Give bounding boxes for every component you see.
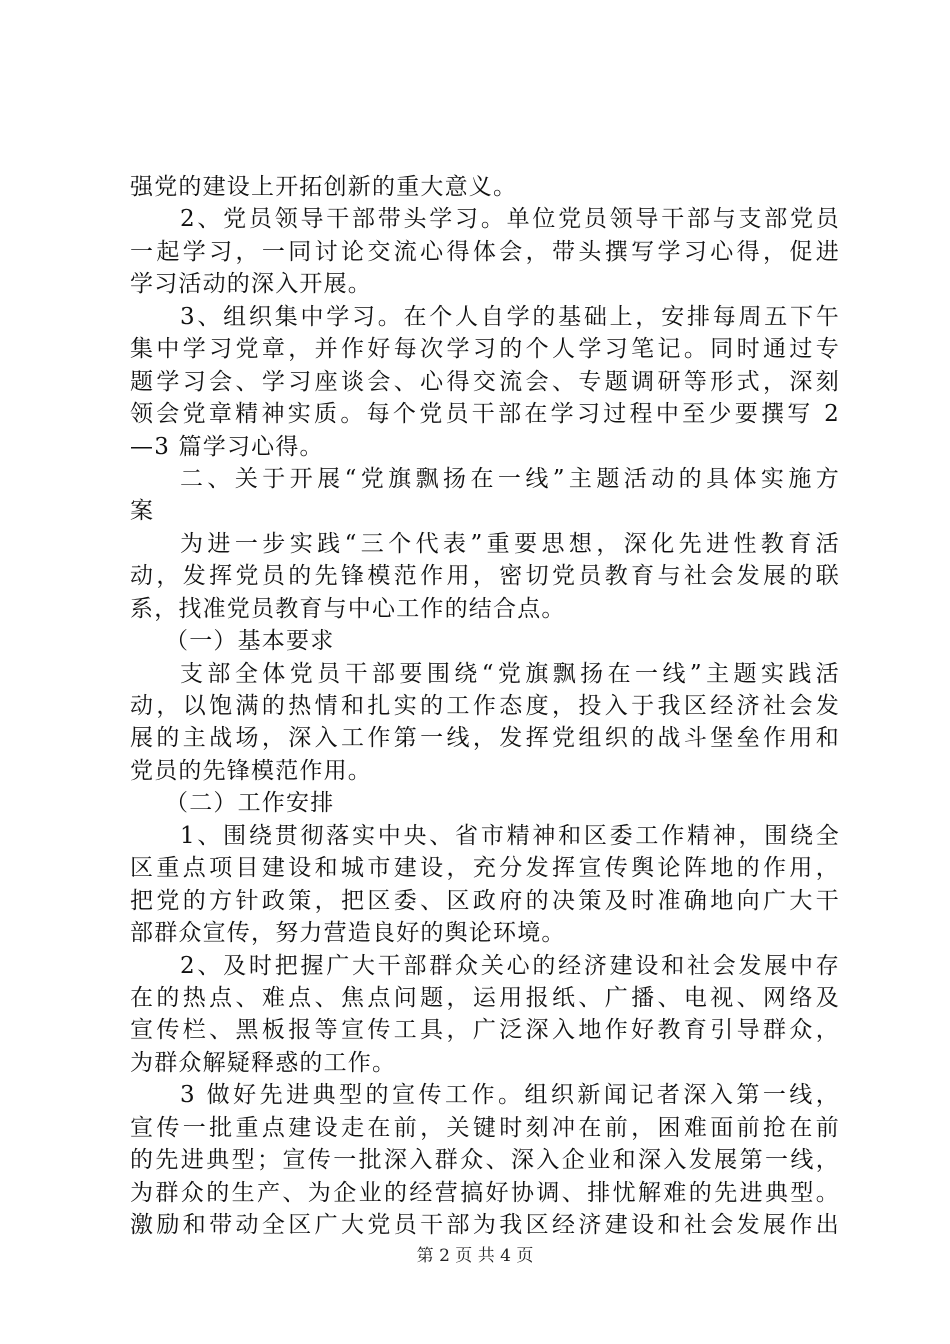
text-line: 集中学习党章，并作好每次学习的个人学习笔记。同时通过专 [130, 336, 840, 363]
text-line: 部群众宣传，努力营造良好的舆论环境。 [130, 920, 566, 947]
text-line: 支部全体党员干部要围绕“党旗飘扬在一线”主题实践活 [180, 660, 840, 687]
text-line: 2、及时把握广大干部群众关心的经济建设和社会发展中存 [180, 952, 840, 979]
text-line: 宣传栏、黑板报等宣传工具，广泛深入地作好教育引导群众， [130, 1017, 840, 1044]
text-line: 题学习会、学习座谈会、心得交流会、专题调研等形式，深刻 [130, 368, 840, 395]
text-line: 学习活动的深入开展。 [130, 271, 372, 298]
text-line: （二）工作安排 [165, 790, 335, 817]
text-line: 一起学习，一同讨论交流心得体会，带头撰写学习心得，促进 [130, 238, 840, 265]
text-line: 强党的建设上开拓创新的重大意义。 [130, 174, 518, 200]
text-line: 区重点项目建设和城市建设，充分发挥宣传舆论阵地的作用， [130, 855, 840, 882]
text-line: 为群众的生产、为企业的经营搞好协调、排忧解难的先进典型。 [130, 1179, 840, 1206]
text-line: （一）基本要求 [165, 628, 335, 655]
page-footer: 第 2 页 共 4 页 [416, 1246, 534, 1266]
text-line: 3 做好先进典型的宣传工作。组织新闻记者深入第一线， [180, 1082, 840, 1109]
text-line: 在的热点、难点、焦点问题，运用报纸、广播、电视、网络及 [130, 984, 840, 1011]
text-line: 系，找准党员教育与中心工作的结合点。 [130, 595, 566, 622]
text-line: 1、围绕贯彻落实中央、省市精神和区委工作精神，围绕全 [180, 822, 840, 849]
text-line: 的先进典型；宣传一批深入群众、深入企业和深入发展第一线， [130, 1147, 840, 1174]
text-line: —3 篇学习心得。 [130, 433, 324, 460]
text-line: 动，以饱满的热情和扎实的工作态度，投入于我区经济社会发 [130, 693, 840, 719]
text-line: 领会党章精神实质。每个党员干部在学习过程中至少要撰写 2 [130, 401, 840, 428]
text-line: 动，发挥党员的先锋模范作用，密切党员教育与社会发展的联 [130, 563, 840, 590]
text-line: 3、组织集中学习。在个人自学的基础上，安排每周五下午 [180, 303, 840, 330]
text-line: 为进一步实践“三个代表”重要思想，深化先进性教育活 [180, 530, 840, 557]
document-body [130, 171, 840, 1241]
text-line: 宣传一批重点建设走在前，关键时刻冲在前，困难面前抢在前 [130, 1114, 840, 1141]
text-line: 案 [130, 498, 155, 525]
text-line: 展的主战场，深入工作第一线，发挥党组织的战斗堡垒作用和 [130, 725, 840, 752]
text-line: 把党的方针政策，把区委、区政府的决策及时准确地向广大干 [130, 887, 840, 914]
text-line: 二、关于开展“党旗飘扬在一线”主题活动的具体实施方 [180, 465, 840, 492]
text-line: 党员的先锋模范作用。 [130, 757, 372, 784]
text-line: 激励和带动全区广大党员干部为我区经济建设和社会发展作出 [130, 1212, 840, 1238]
text-line: 为群众解疑释惑的工作。 [130, 1049, 397, 1076]
text-line: 2、党员领导干部带头学习。单位党员领导干部与支部党员 [180, 206, 840, 233]
